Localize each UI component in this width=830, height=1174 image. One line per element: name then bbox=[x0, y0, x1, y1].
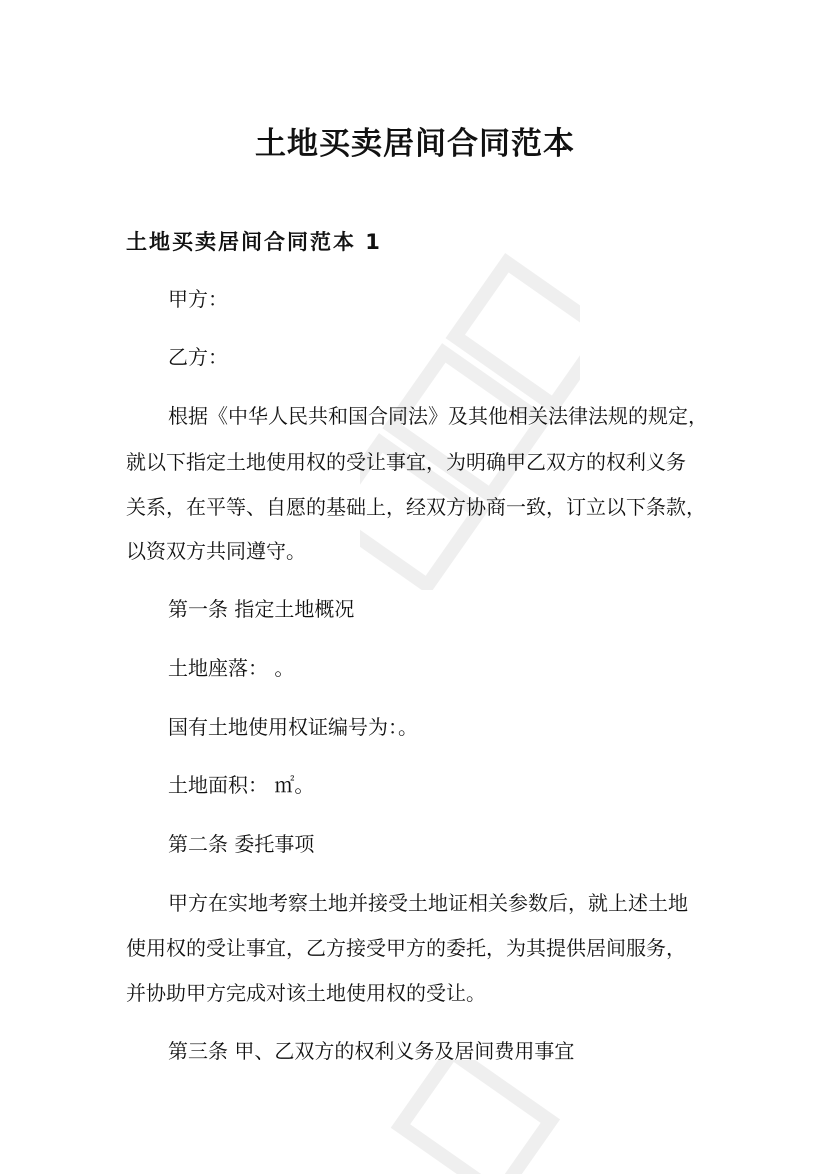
intro-paragraph-line: 根据《中华人民共和国合同法》及其他相关法律法规的规定， bbox=[168, 404, 708, 428]
article-2-heading: 第二条 委托事项 bbox=[168, 832, 315, 856]
article-3-heading: 第三条 甲、乙双方的权利义务及居间费用事宜 bbox=[168, 1039, 575, 1063]
intro-paragraph-line: 以资双方共同遵守。 bbox=[126, 539, 306, 563]
article-2-paragraph-line: 并协助甲方完成对该土地使用权的受让。 bbox=[126, 981, 486, 1005]
article-1-heading: 第一条 指定土地概况 bbox=[168, 597, 355, 621]
watermark-graphic bbox=[380, 1060, 580, 1174]
article-2-paragraph-line: 甲方在实地考察土地并接受土地证相关参数后，就上述土地 bbox=[168, 891, 688, 915]
document-title: 土地买卖居间合同范本 bbox=[255, 126, 575, 162]
intro-paragraph-line: 关系，在平等、自愿的基础上，经双方协商一致，订立以下条款， bbox=[126, 495, 706, 519]
land-location-line: 土地座落： 。 bbox=[168, 656, 295, 680]
article-2-paragraph-line: 使用权的受让事宜，乙方接受甲方的委托，为其提供居间服务， bbox=[126, 936, 686, 960]
party-a-line: 甲方： bbox=[168, 287, 228, 311]
section-heading: 土地买卖居间合同范本 1 bbox=[126, 230, 382, 254]
land-area-line: 土地面积： ㎡。 bbox=[168, 773, 315, 797]
intro-paragraph-line: 就以下指定土地使用权的受让事宜，为明确甲乙双方的权利义务 bbox=[126, 450, 686, 474]
party-b-line: 乙方： bbox=[168, 345, 228, 369]
land-certificate-line: 国有土地使用权证编号为：。 bbox=[168, 715, 418, 739]
